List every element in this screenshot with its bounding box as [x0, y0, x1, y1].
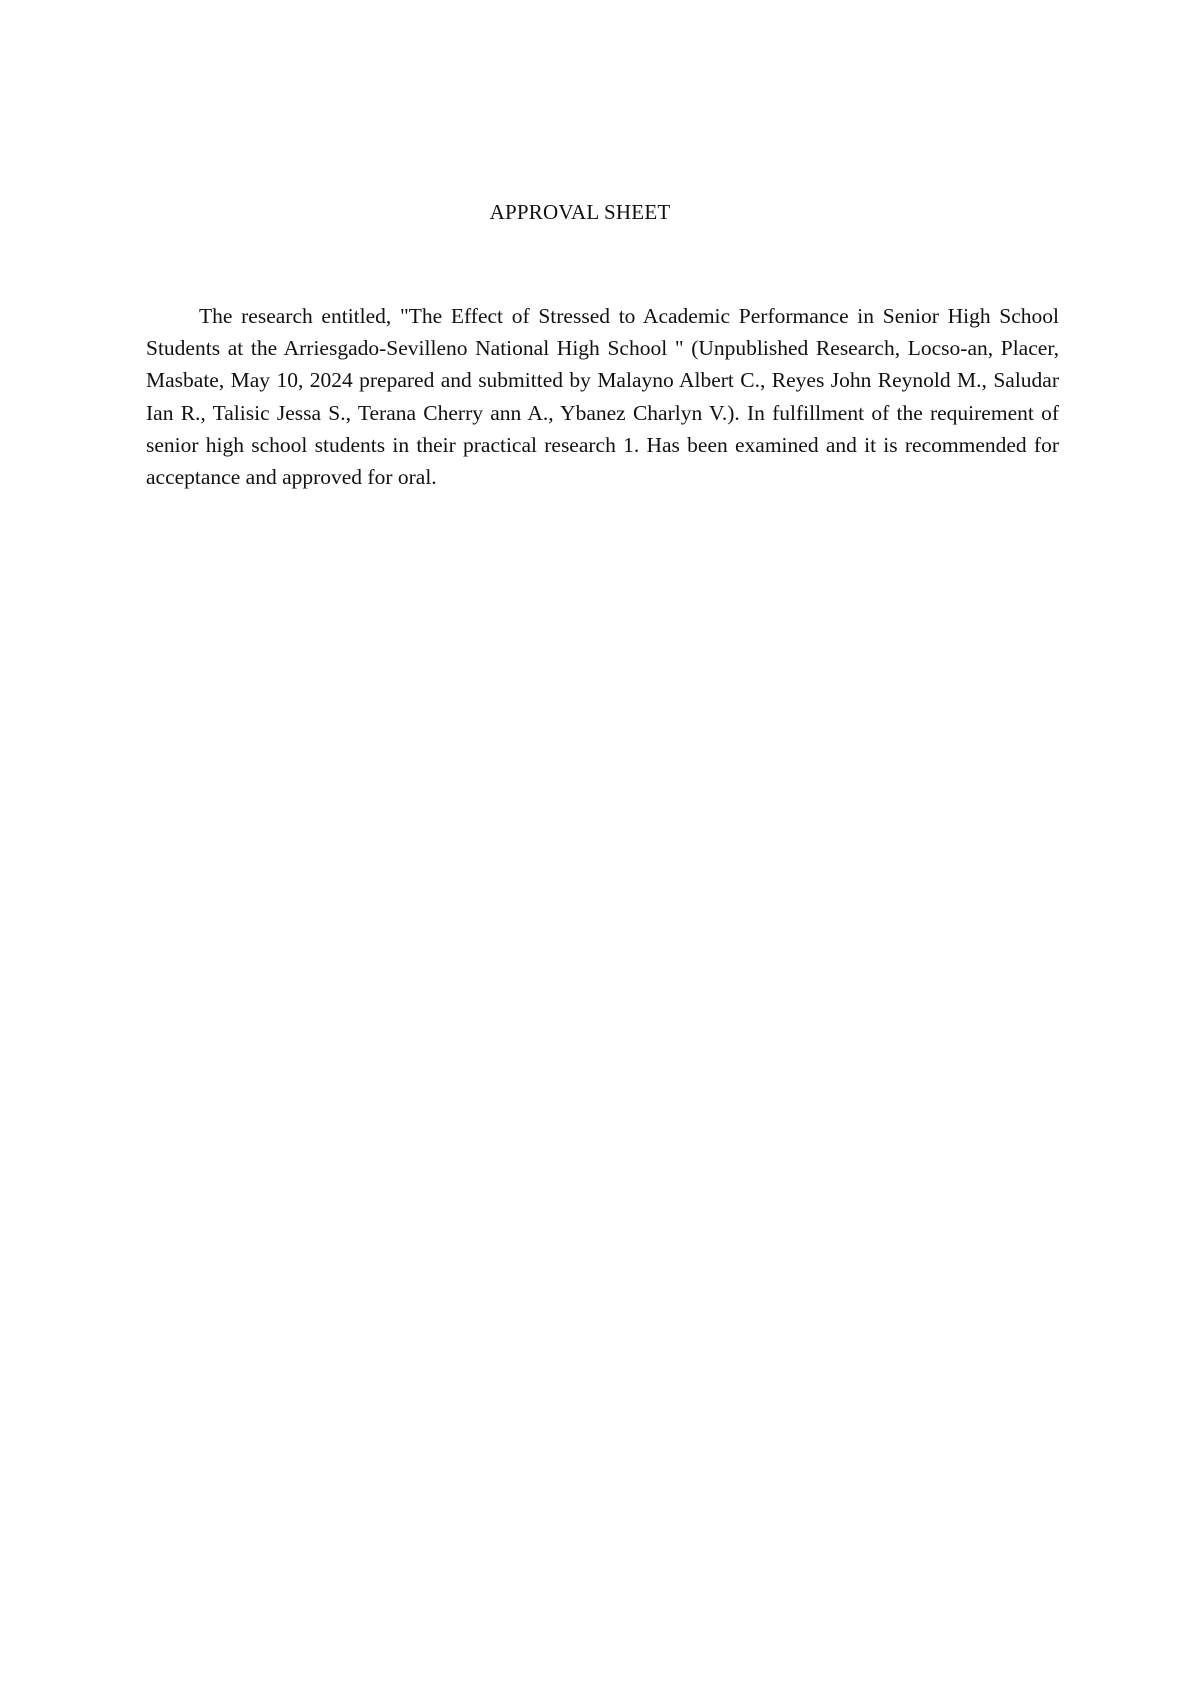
page-title: APPROVAL SHEET: [489, 200, 671, 224]
approval-paragraph: The research entitled, "The Effect of Stressed to Academic Performance in Senior High School Students at the Arriesgado-Sevilleno National High School " (Unpublished Research, Locso-an, Placer, Masbate, May 10, 2024 prepared and submitted by Malayno Albert C., Reyes John Reynold M., Saludar Ian R., Talisic Jessa S., Terana Cherry ann A., Ybanez Charlyn V.). In fulfillment of the requirement of senior high school students in their practical research 1. Has been examined and it is recommended for acceptance and approved for oral.: [146, 304, 1059, 490]
